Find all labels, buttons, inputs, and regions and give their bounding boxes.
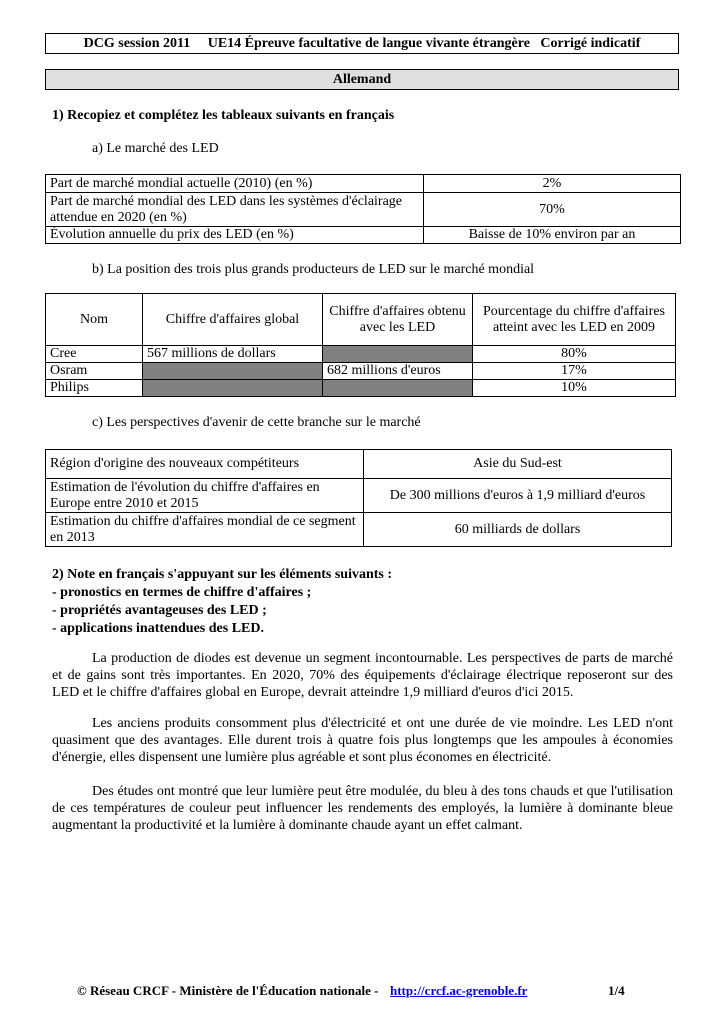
column-header: Chiffre d'affaires obtenu avec les LED: [323, 294, 473, 346]
table-cell: Évolution annuelle du prix des LED (en %): [46, 227, 424, 244]
table-cell: Osram: [46, 363, 143, 380]
table-b: [45, 293, 676, 397]
table-row: [46, 380, 676, 397]
table-cell: 2%: [424, 175, 681, 193]
q1-title: 1) Recopiez et complétez les tableaux suivants en français: [52, 108, 395, 123]
table-cell: Baisse de 10% environ par an: [424, 227, 681, 244]
table-row: [46, 513, 672, 547]
table-cell: 567 millions de dollars: [143, 346, 323, 363]
table-a: [45, 174, 681, 244]
q2-instructions: [52, 566, 392, 638]
table-cell: 70%: [424, 193, 681, 227]
table-cell: 60 milliards de dollars: [364, 513, 672, 547]
table-row: [46, 227, 681, 244]
header-title: DCG session 2011 UE14 Épreuve facultative de langue vivante étrangère Corrigé indicatif: [45, 33, 679, 54]
paragraph: Les anciens produits consomment plus d'électricité et ont une durée de vie moindre. Les LED n'ont quasiment que des avantages. Elle durent trois à quatre fois plus longtemps que les ampoules à économies d'énergie, elles dispensent une lumière plus agréable et sont plus économes en électricité.: [52, 716, 673, 765]
q2-title: 2) Note en français s'appuyant sur les éléments suivants :: [52, 567, 393, 582]
table-cell: 10%: [473, 380, 676, 397]
table-header-row: [46, 294, 676, 346]
column-header: Pourcentage du chiffre d'affaires atteint avec les LED en 2009: [473, 294, 676, 346]
column-header: Chiffre d'affaires global: [143, 294, 323, 346]
column-header: Nom: [46, 294, 143, 346]
q2-bullet: - applications inattendues des LED.: [52, 621, 264, 636]
page-number: 1/4: [608, 983, 625, 998]
table-cell: Estimation de l'évolution du chiffre d'affaires en Europe entre 2010 et 2015: [46, 479, 364, 513]
footer-text: © Réseau CRCF - Ministère de l'Éducation nationale -: [77, 983, 382, 998]
language-banner: Allemand: [45, 69, 679, 90]
table-row: [46, 193, 681, 227]
table-row: [46, 346, 676, 363]
paragraph: La production de diodes est devenue un segment incontournable. Les perspectives de parts de marché et de gains sont très importantes. En 2020, 70% des équipements d'éclairage électrique reposeront sur des LED et le chiffre d'affaires global en Europe, devrait atteindre 1,9 milliard d'euros d'ici 2015.: [52, 651, 673, 700]
table-row: [46, 363, 676, 380]
shaded-cell: [323, 380, 473, 397]
q2-bullet: - pronostics en termes de chiffre d'affaires ;: [52, 585, 312, 600]
paragraph: Des études ont montré que leur lumière peut être modulée, du bleu à des tons chauds et que l'utilisation de ces températures de couleur peut influencer les rendements des employés, la lumière à dominante bleue augmentant la productivité et la lumière à dominante chaude ayant un effet calmant.: [52, 784, 673, 833]
table-c: [45, 449, 672, 547]
q2-bullet: - propriétés avantageuses des LED ;: [52, 603, 267, 618]
table-cell: 17%: [473, 363, 676, 380]
table-row: [46, 479, 672, 513]
table-cell: Estimation du chiffre d'affaires mondial de ce segment en 2013: [46, 513, 364, 547]
table-cell: Part de marché mondial actuelle (2010) (en %): [46, 175, 424, 193]
footer-link[interactable]: http://crcf.ac-grenoble.fr: [390, 983, 528, 998]
q1c-title: c) Les perspectives d'avenir de cette branche sur le marché: [92, 415, 421, 430]
q1b-title: b) La position des trois plus grands producteurs de LED sur le marché mondial: [92, 262, 535, 277]
table-cell: 682 millions d'euros: [323, 363, 473, 380]
table-cell: De 300 millions d'euros à 1,9 milliard d'euros: [364, 479, 672, 513]
table-cell: 80%: [473, 346, 676, 363]
table-cell: Cree: [46, 346, 143, 363]
table-row: [46, 450, 672, 479]
table-row: [46, 175, 681, 193]
table-cell: Asie du Sud-est: [364, 450, 672, 479]
table-cell: Part de marché mondial des LED dans les systèmes d'éclairage attendue en 2020 (en %): [46, 193, 424, 227]
q1a-title: a) Le marché des LED: [92, 141, 219, 156]
shaded-cell: [323, 346, 473, 363]
shaded-cell: [143, 380, 323, 397]
shaded-cell: [143, 363, 323, 380]
table-cell: Région d'origine des nouveaux compétiteurs: [46, 450, 364, 479]
table-cell: Philips: [46, 380, 143, 397]
